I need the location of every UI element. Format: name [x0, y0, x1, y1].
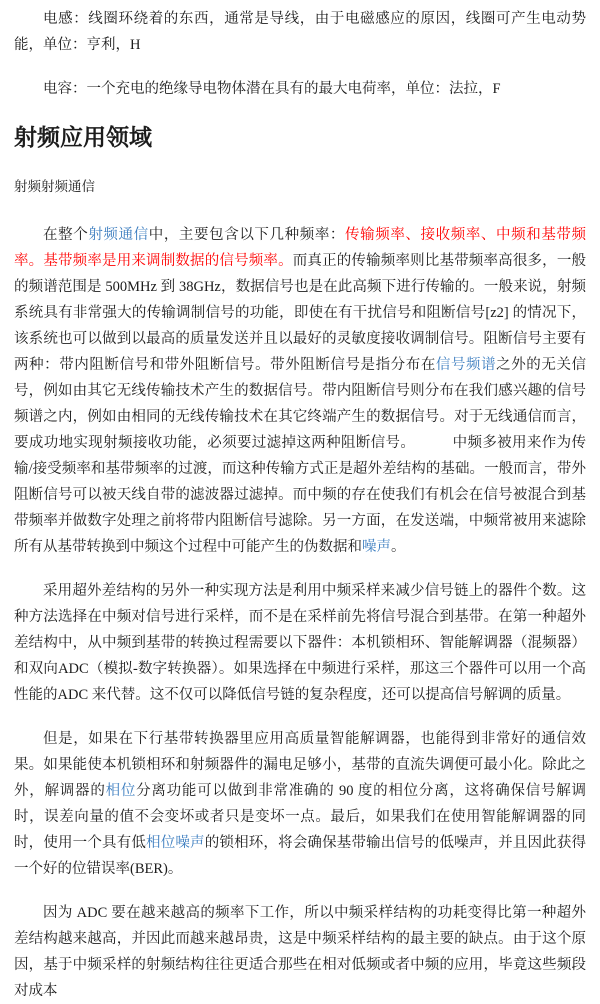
- paragraph-capacitance: [14, 76, 586, 102]
- text-run: 而真正的传输频率则比基带频率高很多，一般的频谱范围是 500MHz 到 38GHz，数据信号也是在此高频下进行传输的。一般来说，射频系统具有非常强大的传输调制信号的功能，即使在有干扰信号和阻断信号[z2] 的情况下，该系统也可以做到以最高的质量发送并且以最好的灵敏度接收调制信号。阻断信号主要有两种：带内阻断信号和带外阻断信号。带外阻断信号是指分布在: [14, 253, 586, 373]
- paragraph-adc-power-cost: [14, 900, 586, 1004]
- paragraph-inductance: [14, 6, 586, 58]
- text-run: 。: [391, 539, 406, 555]
- text-run: 在整个: [43, 227, 89, 243]
- sub-heading-rf-communication: [14, 178, 586, 196]
- text-run: 采用超外差结构的另外一种实现方法是利用中频采样来减少信号链上的器件个数。这种方法选择在中频对信号进行采样，而不是在采样前先将信号混合到基带。在第一种超外差结构中，从中频到基带的转换过程需要以下器件：本机锁相环、智能解调器（混频器）和双向ADC（模拟-数字转换器）。如果选择在中频进行采样，那这三个器件可以用一个高性能的ADC 来代替。这不仅可以降低信号链的复杂程度，还可以提高信号解调的质量。: [14, 583, 586, 703]
- paragraph-rf-frequencies: [14, 222, 586, 560]
- paragraph-smart-demodulator: [14, 726, 586, 882]
- text-run: 射频射频通信: [14, 179, 95, 194]
- text-run: 的锁相环，将会确保基带输出信号的低噪声，并且因此获得一个好的位错误率(BER)。: [14, 835, 587, 877]
- red-emphasis-text: 传输频率、接收频率、中频和基带频率。基带频率是用来调制数据的信号频率。: [14, 227, 587, 269]
- text-run: 射频应用领域: [14, 124, 152, 150]
- text-run: 因为 ADC 要在越来越高的频率下工作，所以中频采样结构的功耗变得比第一种超外差结构越来越高，并因此而越来越昂贵，这是中频采样结构的最主要的缺点。由于这个原因，基于中频采样的射频结构往往更适合那些在相对低频或者中频的应用，毕竟这些频段对成本: [14, 905, 586, 999]
- hyperlink-term[interactable]: 噪声: [362, 539, 391, 555]
- text-run: 但是，如果在下行基带转换器里应用高质量智能解调器，也能得到非常好的通信效果。如果能使本机锁相环和射频器件的漏电足够小，基带的直流失调便可最小化。除此之外，解调器的: [14, 731, 586, 799]
- text-run: 分离功能可以做到非常准确的 90 度的相位分离，这将确保信号解调时，误差向量的值不会变坏或者只是变坏一点。最后，如果我们在使用智能解调器的同时，使用一个具有低: [14, 783, 587, 851]
- section-heading-rf-applications: [14, 122, 586, 152]
- text-run: 中，主要包含以下几种频率：: [148, 227, 346, 243]
- text-run: 之外的无关信号，例如由其它无线传输技术产生的数据信号。带内阻断信号则分布在我们感兴趣的信号频谱之内，例如由相同的无线传输技术在其它终端产生的数据信号。对于无线通信而言，要成功地实现射频接收功能，必须要过滤掉这两种阻断信号。 中频多被用来作为传输/接受频率和基带频率的过渡，而这种传输方式正是超外差结构的基础。一般而言，带外阻断信号可以被天线自带的滤波器过滤掉。而中频的存在使我们有机会在信号被混合到基带频率并做数字处理之前将带内阻断信号滤除。另一方面，在发送端，中频常被用来滤除所有从基带转换到中频这个过程中可能产生的伪数据和: [14, 357, 587, 555]
- hyperlink-term[interactable]: 射频通信: [88, 227, 149, 243]
- hyperlink-term[interactable]: 信号频谱: [435, 357, 497, 373]
- paragraph-if-sampling: [14, 578, 586, 708]
- text-run: 电感：线圈环绕着的东西，通常是导线，由于电磁感应的原因，线圈可产生电动势能，单位：亨利，H: [14, 11, 586, 53]
- text-run: 电容：一个充电的绝缘导电物体潜在具有的最大电荷率，单位：法拉，F: [43, 81, 501, 97]
- hyperlink-term[interactable]: 相位: [105, 783, 137, 799]
- hyperlink-term[interactable]: 相位噪声: [146, 835, 205, 851]
